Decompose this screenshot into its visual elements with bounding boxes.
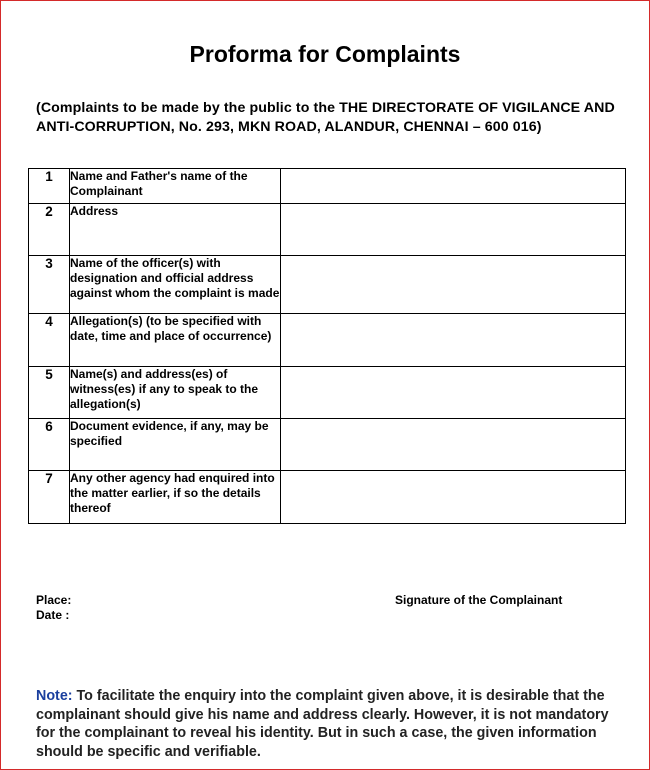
row-number: 5 — [29, 367, 70, 419]
row-label: Name and Father's name of the Complainant — [70, 169, 281, 204]
row-number: 3 — [29, 256, 70, 314]
row-value-field[interactable] — [281, 204, 626, 256]
table-row — [29, 367, 626, 419]
row-number: 4 — [29, 314, 70, 367]
table-row — [29, 471, 626, 524]
row-value-field[interactable] — [281, 314, 626, 367]
row-label: Name of the officer(s) with designation and official address against whom the complaint is made — [70, 256, 281, 314]
table-row — [29, 314, 626, 367]
place-date-block — [36, 593, 71, 623]
row-number: 1 — [29, 169, 70, 204]
row-label: Document evidence, if any, may be specified — [70, 419, 281, 471]
table-row — [29, 256, 626, 314]
row-value-field[interactable] — [281, 471, 626, 524]
row-value-field[interactable] — [281, 256, 626, 314]
complaint-form-table — [28, 168, 626, 524]
row-number: 2 — [29, 204, 70, 256]
row-number: 6 — [29, 419, 70, 471]
row-value-field[interactable] — [281, 367, 626, 419]
row-label: Name(s) and address(es) of witness(es) if any to speak to the allegation(s) — [70, 367, 281, 419]
place-label: Place: — [36, 593, 72, 607]
note-text: To facilitate the enquiry into the complaint given above, it is desirable that the complainant should give his name and address clearly. However, it is not mandatory for the complainant to reveal his identity. But in such a case, the given information should be specific and verifiable. — [36, 688, 609, 760]
date-label: Date : — [36, 608, 70, 622]
note-label: Note: — [36, 688, 73, 704]
signature-label: Signature of the Complainant — [395, 593, 563, 607]
row-value-field[interactable] — [281, 419, 626, 471]
row-label: Allegation(s) (to be specified with date, time and place of occurrence) — [70, 314, 281, 367]
page-subtitle: (Complaints to be made by the public to the THE DIRECTORATE OF VIGILANCE AND ANTI-CORRUPTION, No. 293, MKN ROAD, ALANDUR, CHENNAI – 600 016) — [36, 100, 615, 135]
row-label: Any other agency had enquired into the matter earlier, if so the details thereof — [70, 471, 281, 524]
table-row — [29, 204, 626, 256]
table-row — [29, 419, 626, 471]
table-row — [29, 169, 626, 204]
row-number: 7 — [29, 471, 70, 524]
note-paragraph — [36, 687, 626, 761]
row-label: Address — [70, 204, 281, 256]
page-title: Proforma for Complaints — [189, 41, 461, 67]
row-value-field[interactable] — [281, 169, 626, 204]
